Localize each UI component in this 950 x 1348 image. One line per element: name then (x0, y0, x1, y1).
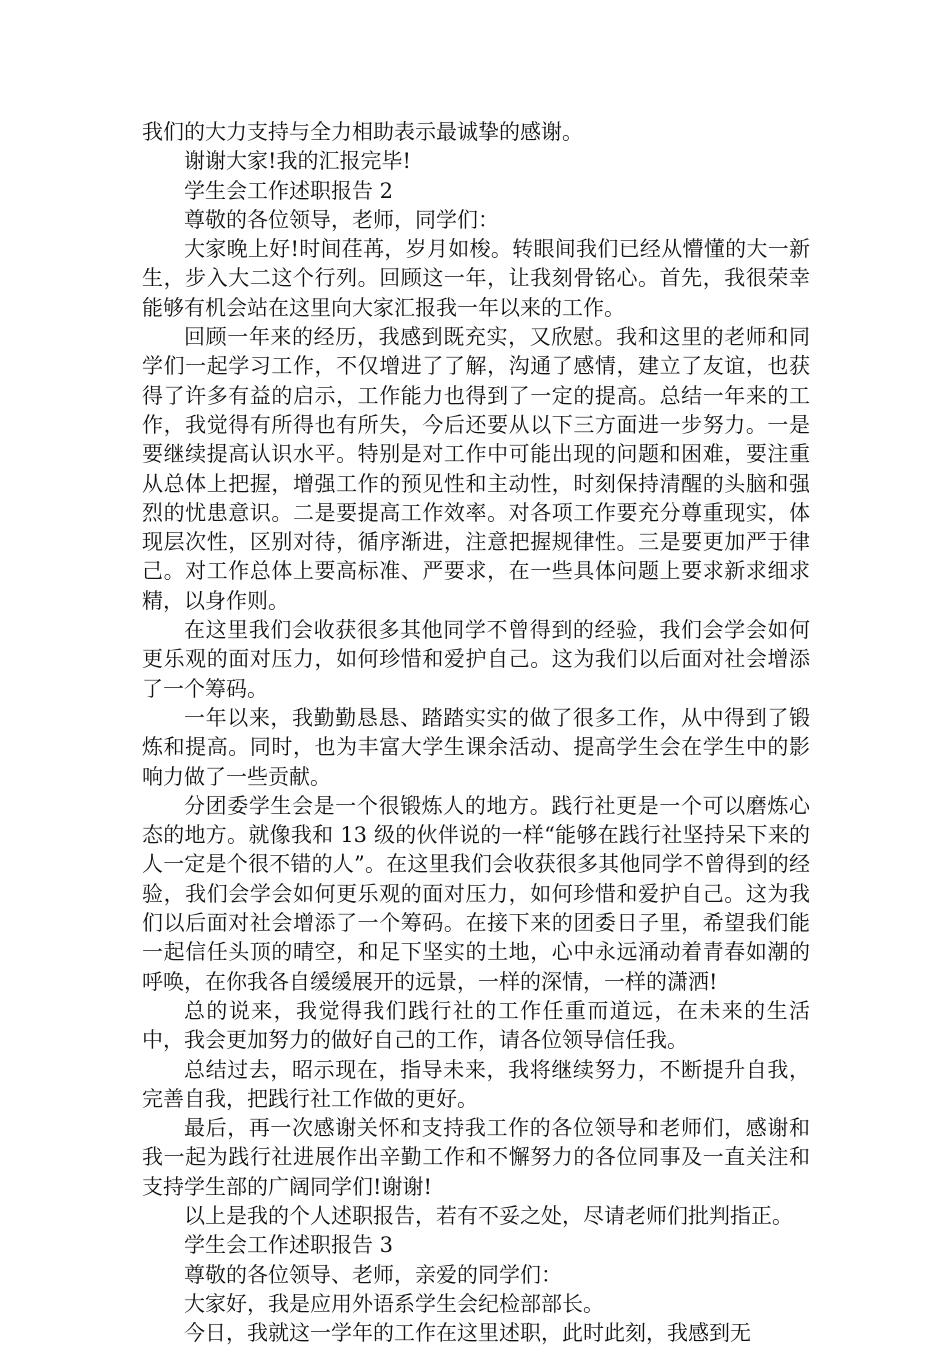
paragraph-greeting: 大家晚上好!时间荏苒，岁月如梭。转眼间我们已经从懵懂的大一新生，步入大二这个行列。回顾这一年，让我刻骨铭心。首先，我很荣幸能够有机会站在这里向大家汇报我一年以来的工作。 (142, 237, 810, 320)
paragraph-thanks-closing: 我们的大力支持与全力相助表示最诚挚的感谢。 (142, 120, 583, 144)
section-heading-report-2: 学生会工作述职报告 2 (184, 178, 394, 203)
paragraph-final-thanks: 最后，再一次感谢关怀和支持我工作的各位领导和老师们，感谢和我一起为践行社进展作出辛勤工作和不懈努力的各位同事及一直关注和支持学生部的广阔同学们!谢谢! (142, 1116, 810, 1199)
paragraph-student-union: 分团委学生会是一个很锻炼人的地方。践行社更是一个可以磨炼心态的地方。就像我和 13 级的伙伴说的一样“能够在践行社坚持呆下来的人一定是个很不错的人”。在这里我们会收获很多其他同学不曾得到的经验，我们会学会如何更乐观的面对压力，如何珍惜和爱护自己。这为我们以后面对社会增添了一个筹码。在接下来的团委日子里，希望我们能一起信任头顶的晴空，和足下坚实的土地，心中永远涌动着青春如潮的呼唤，在你我各自缓缓展开的远景，一样的深情，一样的潇洒! (142, 793, 810, 994)
paragraph-conclusion: 以上是我的个人述职报告，若有不妥之处，尽请老师们批判指正。 (184, 1203, 793, 1228)
paragraph-review: 回顾一年来的经历，我感到既充实，又欣慰。我和这里的老师和同学们一起学习工作，不仅增进了了解，沟通了感情，建立了友谊，也获得了许多有益的启示，工作能力也得到了一定的提高。总结一年来的工作，我觉得有所得也有所失，今后还要从以下三方面进一步努力。一是要继续提高认识水平。特别是对工作中可能出现的问题和困难，要注重从总体上把握，增强工作的预见性和主动性，时刻保持清醒的头脑和强烈的忧患意识。二是要提高工作效率。对各项工作要充分尊重现实，体现层次性，区别对待，循序渐进，注意把握规律性。三是要更加严于律己。对工作总体上要高标准、严要求，在一些具体问题上要求新求细求精，以身作则。 (142, 325, 810, 613)
document-page (142, 118, 810, 1348)
salutation-2: 尊敬的各位领导、老师，亲爱的同学们： (184, 1262, 562, 1287)
paragraph-report-end: 谢谢大家!我的汇报完毕! (184, 149, 411, 174)
paragraph-introduction: 大家好，我是应用外语系学生会纪检部部长。 (184, 1291, 604, 1316)
paragraph-experience: 在这里我们会收获很多其他同学不曾得到的经验，我们会学会如何更乐观的面对压力，如何珍惜和爱护自己。这为我们以后面对社会增添了一个筹码。 (142, 618, 810, 701)
paragraph-future: 总结过去，昭示现在，指导未来，我将继续努力，不断提升自我，完善自我，把践行社工作做的更好。 (142, 1057, 810, 1111)
section-heading-report-3: 学生会工作述职报告 3 (184, 1233, 394, 1258)
paragraph-today: 今日，我就这一学年的工作在这里述职，此时此刻，我感到无 (184, 1321, 751, 1346)
paragraph-year-work: 一年以来，我勤勤恳恳、踏踏实实的做了很多工作，从中得到了锻炼和提高。同时，也为丰富大学生课余活动、提高学生会在学生中的影响力做了一些贡献。 (142, 705, 810, 789)
paragraph-summary: 总的说来，我觉得我们践行社的工作任重而道远，在未来的生活中，我会更加努力的做好自己的工作，请各位领导信任我。 (142, 998, 810, 1053)
salutation: 尊敬的各位领导，老师，同学们： (184, 207, 499, 232)
